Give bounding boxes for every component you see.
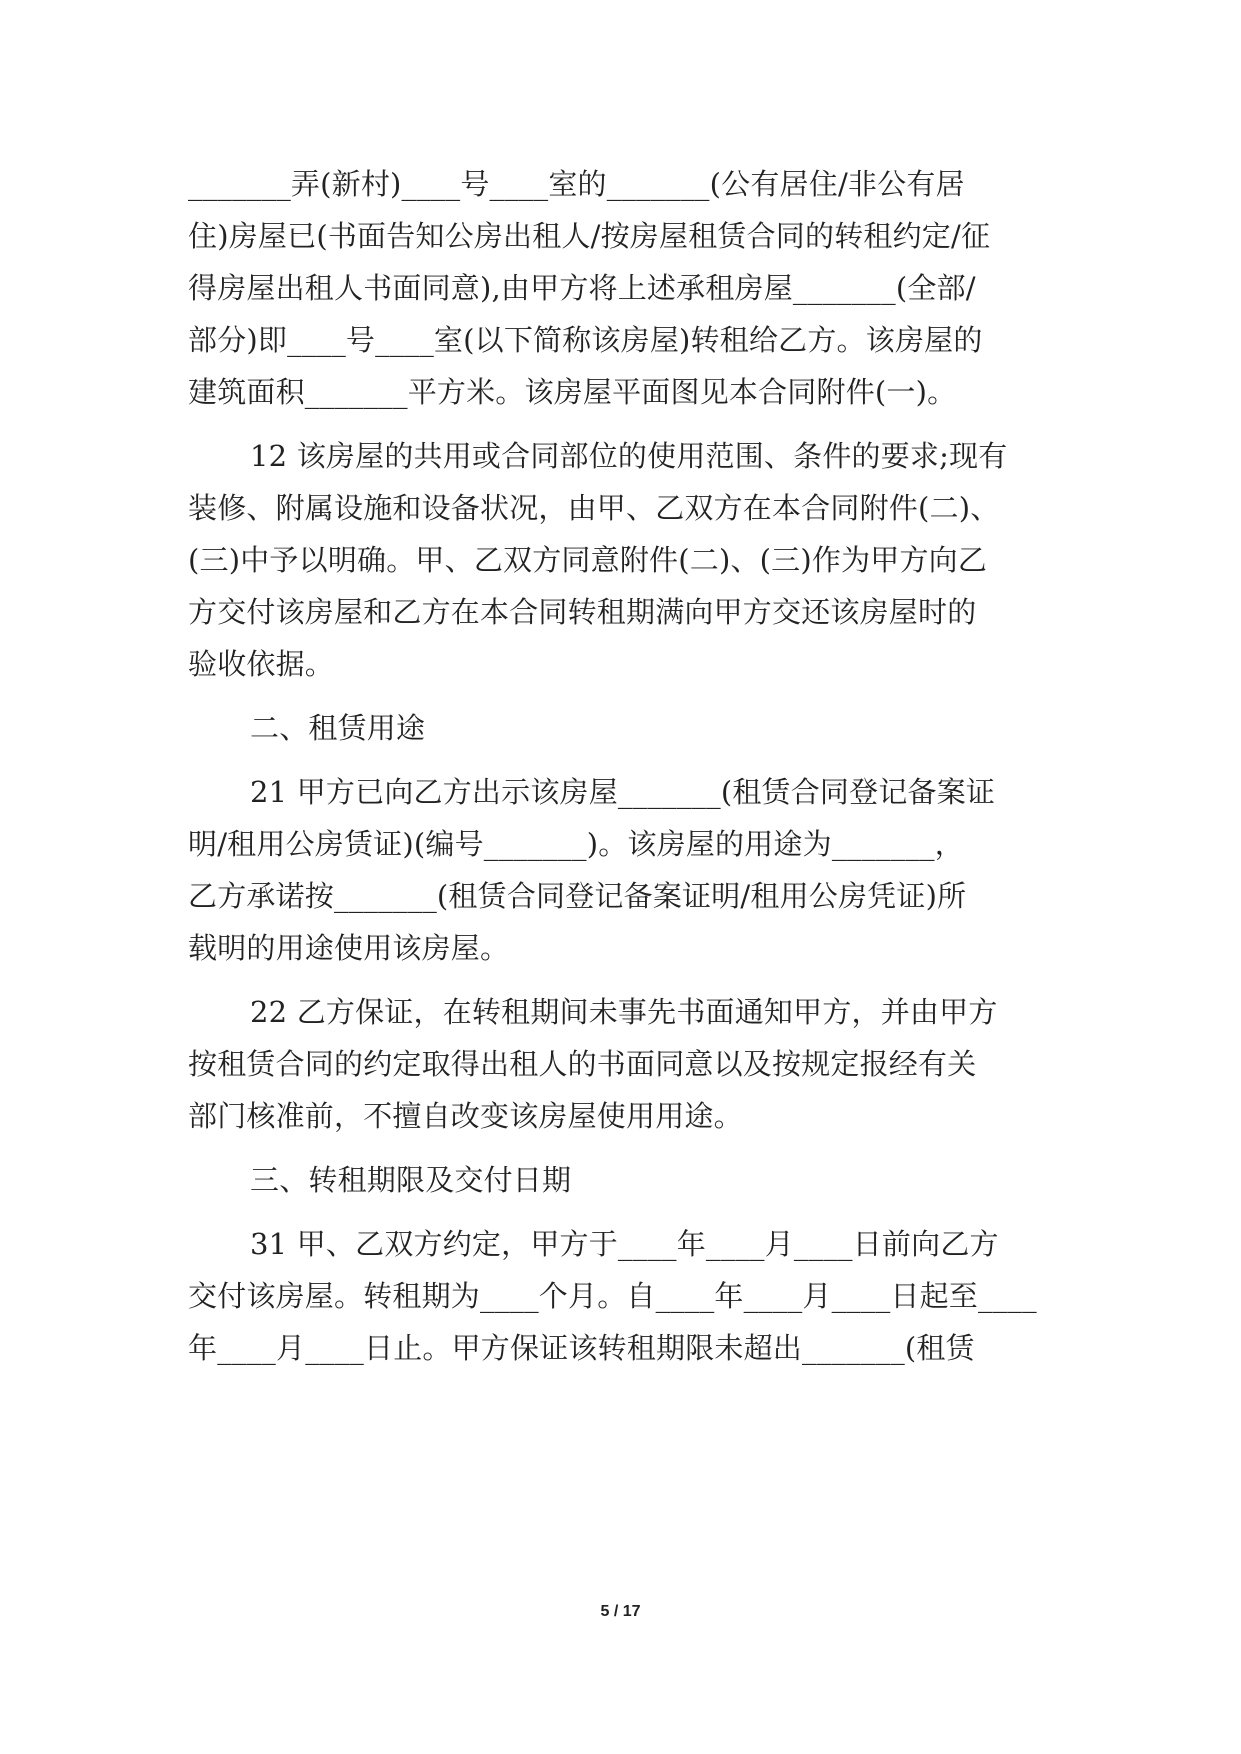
- text-line: _______弄(新村)____号____室的_______(公有居住/非公有居: [188, 167, 965, 201]
- paragraph: [188, 986, 1054, 1142]
- paragraph: [188, 702, 1054, 754]
- paragraph-gap: [188, 1142, 1054, 1154]
- paragraph: [188, 766, 1054, 974]
- paragraph-gap: [188, 754, 1054, 766]
- text-line: 乙方承诺按_______(租赁合同登记备案证明/租用公房凭证)所: [188, 879, 967, 913]
- text-line: 二、租赁用途: [250, 711, 426, 745]
- text-line: 方交付该房屋和乙方在本合同转租期满向甲方交还该房屋时的: [188, 595, 977, 629]
- text-line: 住)房屋已(书面告知公房出租人/按房屋租赁合同的转租约定/征: [188, 219, 991, 253]
- text-line: 31 甲、乙双方约定，甲方于____年____月____日前向乙方: [250, 1227, 999, 1261]
- text-line: 部门核准前，不擅自改变该房屋使用用途。: [188, 1099, 743, 1133]
- text-line: 明/租用公房赁证)(编号_______)。该房屋的用途为_______，: [188, 827, 964, 861]
- paragraph: [188, 1218, 1054, 1374]
- paragraph-gap: [188, 1206, 1054, 1218]
- paragraph: [188, 158, 1054, 418]
- paragraph-gap: [188, 690, 1054, 702]
- paragraph: [188, 430, 1054, 690]
- text-line: 交付该房屋。转租期为____个月。自____年____月____日起至____: [188, 1279, 1037, 1313]
- text-line: 三、转租期限及交付日期: [250, 1163, 572, 1197]
- paragraph-gap: [188, 418, 1054, 430]
- text-line: 按租赁合同的约定取得出租人的书面同意以及按规定报经有关: [188, 1047, 977, 1081]
- text-line: 得房屋出租人书面同意),由甲方将上述承租房屋_______(全部/: [188, 271, 976, 305]
- text-line: 验收依据。: [188, 647, 335, 681]
- text-line: 年____月____日止。甲方保证该转租期限未超出_______(租赁: [188, 1331, 975, 1365]
- paragraph-gap: [188, 974, 1054, 986]
- text-line: 建筑面积_______平方米。该房屋平面图见本合同附件(一)。: [188, 375, 957, 409]
- page-number: 5 / 17: [600, 1603, 641, 1620]
- document-body: [188, 158, 1054, 1374]
- text-line: 12 该房屋的共用或合同部位的使用范围、条件的要求;现有: [250, 439, 1008, 473]
- text-line: 载明的用途使用该房屋。: [188, 931, 510, 965]
- text-line: (三)中予以明确。甲、乙双方同意附件(二)、(三)作为甲方向乙: [188, 543, 988, 577]
- text-line: 22 乙方保证，在转租期间未事先书面通知甲方，并由甲方: [250, 995, 998, 1029]
- text-line: 部分)即____号____室(以下简称该房屋)转租给乙方。该房屋的: [188, 323, 983, 357]
- text-line: 21 甲方已向乙方出示该房屋_______(租赁合同登记备案证: [250, 775, 996, 809]
- text-line: 装修、附属设施和设备状况，由甲、乙双方在本合同附件(二)、: [188, 491, 1000, 525]
- paragraph: [188, 1154, 1054, 1206]
